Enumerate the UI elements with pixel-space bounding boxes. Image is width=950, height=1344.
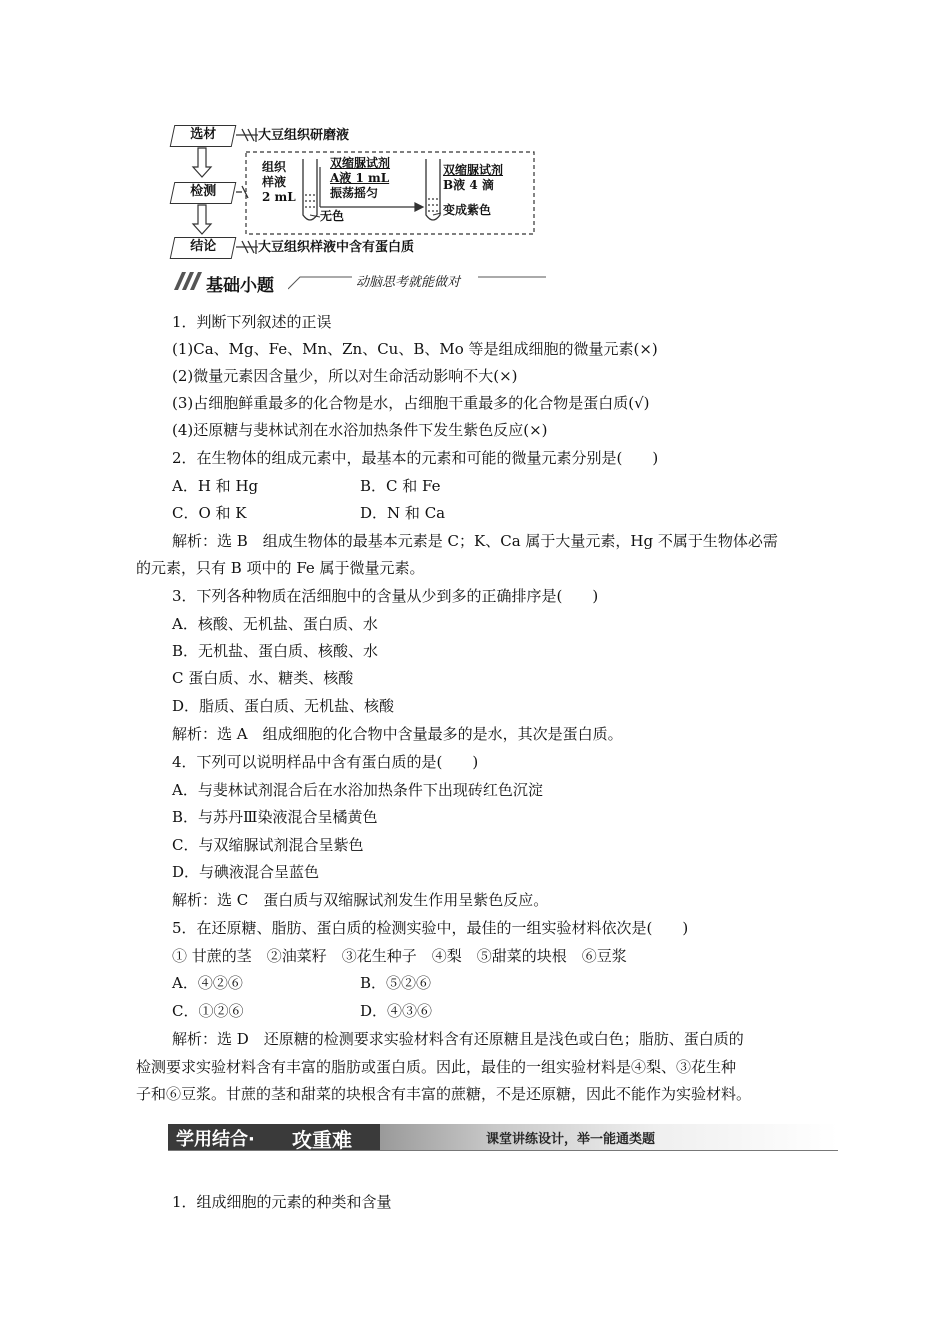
q5-option-b: B．⑤②⑥	[360, 974, 432, 992]
q1-item: (2)微量元素因含量少，所以对生命活动影响不大(×)	[172, 367, 518, 385]
section-title-basic: 基础小题	[206, 276, 274, 296]
q5-option-c: C．①②⑥	[172, 1002, 244, 1020]
q3-option-a: A．核酸、无机盐、蛋白质、水	[172, 615, 378, 633]
reagent-a	[330, 156, 390, 201]
flow-step-detect-label: 检测	[190, 184, 217, 199]
q2-analysis-line: 的元素，只有 B 项中的 Fe 属于微量元素。	[136, 559, 425, 577]
q3-stem: 3．下列各种物质在活细胞中的含量从少到多的正确排序是( )	[172, 587, 599, 605]
section-banner-apply	[168, 1124, 838, 1150]
tube1-label-line: 2 mL	[262, 190, 296, 204]
section-subtitle-basic: 动脑思考就能做对	[356, 275, 461, 290]
section-title-apply-right: 攻重难	[292, 1128, 352, 1152]
tube2-color: 变成紫色	[443, 203, 492, 217]
q2-stem: 2．在生物体的组成元素中，最基本的元素和可能的微量元素分别是( )	[172, 449, 659, 467]
q3-analysis: 解析：选 A 组成细胞的化合物中含量最多的是水，其次是蛋白质。	[172, 725, 623, 743]
flow-step-conclusion-text: 大豆组织样液中含有蛋白质	[258, 240, 415, 255]
q5-analysis-line: 子和⑥豆浆。甘蔗的茎和甜菜的块根含有丰富的蔗糖，不是还原糖，因此不能作为实验材料。	[136, 1085, 752, 1103]
banner2-bottom-line	[168, 1150, 838, 1151]
q4-stem: 4．下列可以说明样品中含有蛋白质的是( )	[172, 753, 479, 771]
q2-option-c: C．O 和 K	[172, 504, 247, 522]
test-tube-icon	[426, 159, 440, 220]
section-subtitle-apply: 课堂讲练设计，举一能通类题	[486, 1132, 656, 1147]
q2-option-a: A．H 和 Hg	[172, 477, 259, 495]
q2-option-d: D．N 和 Ca	[360, 504, 446, 522]
q3-option-b: B．无机盐、蛋白质、核酸、水	[172, 642, 379, 660]
q1-item: (1)Ca、Mg、Fe、Mn、Zn、Cu、B、Mo 等是组成细胞的微量元素(×)	[172, 340, 658, 358]
test-tube-icon	[303, 159, 317, 220]
flow-step-select-text: 大豆组织研磨液	[258, 128, 350, 143]
banner-stripes-icon	[172, 270, 206, 290]
tube1-color: 无色	[320, 209, 345, 223]
q5-analysis-line: 解析：选 D 还原糖的检测要求实验材料含有还原糖且是浅色或白色；脂肪、蛋白质的	[172, 1030, 744, 1048]
tube1-label-line: 样液	[262, 175, 287, 189]
down-arrow-icon	[193, 148, 211, 234]
q5-option-a: A．④②⑥	[172, 974, 243, 992]
q4-option-c: C．与双缩脲试剂混合呈紫色	[172, 836, 364, 854]
flow-step-conclusion-label: 结论	[190, 239, 217, 254]
reagent-a-line: 双缩脲试剂	[330, 156, 391, 170]
q5-materials: ① 甘蔗的茎 ②油菜籽 ③花生种子 ④梨 ⑤甜菜的块根 ⑥豆浆	[172, 947, 627, 965]
reagent-b-line: 双缩脲试剂	[443, 163, 504, 177]
q1-item: (4)还原糖与斐林试剂在水浴加热条件下发生紫色反应(×)	[172, 421, 548, 439]
reagent-b	[443, 163, 503, 193]
q4-option-a: A．与斐林试剂混合后在水浴加热条件下出现砖红色沉淀	[172, 781, 543, 799]
q4-option-d: D．与碘液混合呈蓝色	[172, 863, 320, 881]
tube1-label-line: 组织	[262, 160, 287, 174]
section-title-apply-left: 学用结合·	[176, 1129, 255, 1150]
q1-item: (3)占细胞鲜重最多的化合物是水，占细胞干重最多的化合物是蛋白质(√)	[172, 394, 650, 412]
reagent-a-line: 振荡摇匀	[330, 186, 379, 200]
tube1-label	[262, 160, 296, 205]
reagent-b-line: B液 4 滴	[443, 178, 494, 192]
q1-stem: 1．判断下列叙述的正误	[172, 313, 332, 331]
q4-analysis: 解析：选 C 蛋白质与双缩脲试剂发生作用呈紫色反应。	[172, 891, 549, 909]
reagent-a-line: A液 1 mL	[330, 171, 390, 185]
q2-option-b: B．C 和 Fe	[360, 477, 441, 495]
q3-option-d: D．脂质、蛋白质、无机盐、核酸	[172, 697, 395, 715]
q3-option-c: C 蛋白质、水、糖类、核酸	[172, 669, 354, 687]
q2-analysis-line: 解析：选 B 组成生物体的最基本元素是 C；K、Ca 属于大量元素，Hg 不属于生物体必需	[172, 532, 778, 550]
flow-step-select-label: 选材	[190, 127, 217, 142]
topic-heading: 1．组成细胞的元素的种类和含量	[172, 1193, 392, 1211]
q5-option-d: D．④③⑥	[360, 1002, 433, 1020]
q5-analysis-line: 检测要求实验材料含有丰富的脂肪或蛋白质。因此，最佳的一组实验材料是④梨、③花生种	[136, 1058, 737, 1076]
q4-option-b: B．与苏丹Ⅲ染液混合呈橘黄色	[172, 808, 378, 826]
q5-stem: 5．在还原糖、脂肪、蛋白质的检测实验中，最佳的一组实验材料依次是( )	[172, 919, 689, 937]
